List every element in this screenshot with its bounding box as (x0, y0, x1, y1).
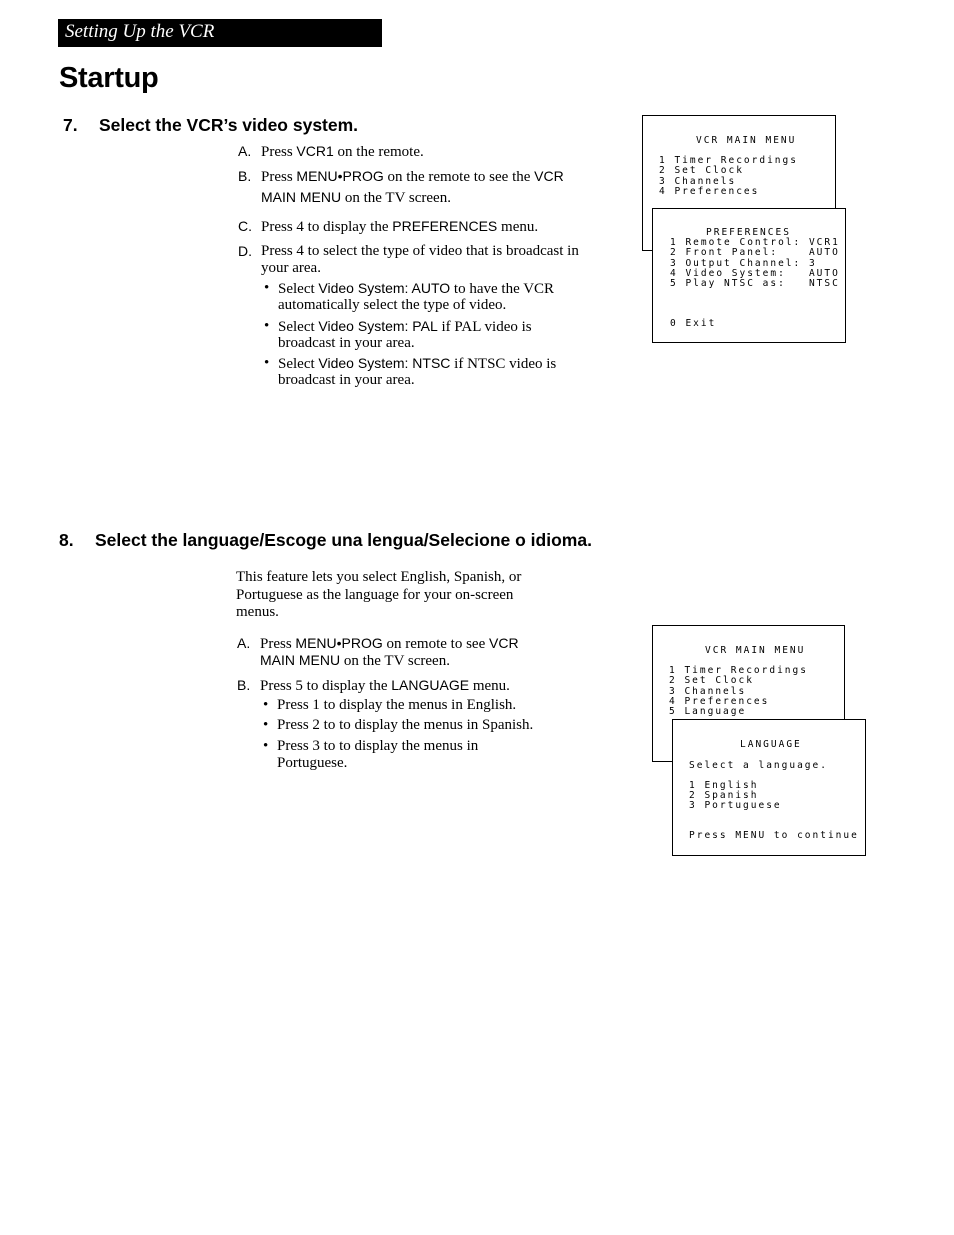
menu-line: 1 English (689, 780, 759, 791)
tv-screen-language (672, 719, 866, 856)
intro-line: This feature lets you select English, Spanish, or (236, 569, 522, 585)
text: Press (277, 738, 313, 754)
text: to have the VCR (450, 281, 555, 297)
key-name: 1 (312, 697, 320, 713)
text: Press (261, 144, 297, 160)
key-name: 4 (296, 219, 304, 235)
menu-line: 1 Remote Control: VCR1 (670, 237, 840, 248)
menu-line: 3 Output Channel: 3 (670, 258, 817, 269)
text: to display the menus in English. (319, 697, 517, 713)
menu-line: 5 Language (669, 706, 747, 717)
text: broadcast in your area. (278, 335, 415, 351)
key-name: MENU•PROG (296, 168, 384, 184)
key-name: 3 (312, 738, 320, 754)
screen-title: PREFERENCES (706, 227, 791, 238)
intro-line: Portuguese as the language for your on-screen (236, 586, 514, 603)
option-name: Video System: AUTO (318, 280, 451, 296)
screen-title: LANGUAGE (740, 739, 802, 750)
item-label: B. (238, 168, 252, 184)
text: your area. (261, 260, 321, 276)
text: to display the (303, 219, 393, 235)
menu-line: 2 Front Panel: AUTO (670, 247, 840, 258)
text: on the remote. (333, 144, 424, 160)
text: Press (277, 717, 313, 733)
menu-line: 2 Set Clock (669, 675, 754, 686)
menu-line: 4 Video System: AUTO (670, 268, 840, 279)
section-title: Setting Up the VCR (65, 21, 215, 42)
key-name: 2 (312, 717, 320, 733)
menu-line: 4 Preferences (669, 696, 770, 707)
text: to display the (302, 678, 392, 694)
text: Press (261, 243, 297, 259)
text: on the TV screen. (340, 653, 450, 669)
text: automatically select the type of video. (278, 297, 507, 313)
key-name: 4 (296, 243, 304, 259)
page-title: Startup (59, 62, 159, 94)
text: to to display the menus in (319, 738, 479, 754)
menu-line: 4 Preferences (659, 186, 760, 197)
item-label: B. (237, 677, 251, 693)
text: Press (277, 697, 313, 713)
menu-line: 3 Channels (669, 686, 747, 697)
text: menu. (469, 678, 510, 694)
item-label: D. (238, 243, 252, 259)
menu-name: MAIN MENU (260, 652, 341, 668)
text: if NTSC video is (450, 356, 557, 372)
key-name: MENU•PROG (295, 635, 383, 651)
text: menu. (497, 219, 539, 235)
text: Press (260, 636, 296, 652)
menu-line: 3 Channels (659, 176, 737, 187)
text: on remote to see (382, 636, 489, 652)
screen-prompt: Select a language. (689, 760, 828, 771)
menu-name: VCR (534, 168, 564, 184)
menu-name: LANGUAGE (391, 677, 470, 693)
menu-line: 5 Play NTSC as: NTSC (670, 278, 840, 289)
text: Press (260, 678, 296, 694)
menu-line: 3 Portuguese (689, 800, 782, 811)
menu-line: 2 Set Clock (659, 165, 744, 176)
text: to select the type of video that is broadcast in (303, 243, 579, 259)
tv-screen-preferences (652, 208, 846, 343)
option-name: Video System: NTSC (318, 355, 451, 371)
text: on the TV screen. (341, 190, 451, 206)
text: Select (278, 281, 319, 297)
text: Select (278, 319, 319, 335)
step-heading-text: Select the VCR’s video system. (99, 115, 359, 135)
text: Select (278, 356, 319, 372)
menu-line: 1 Timer Recordings (659, 155, 798, 166)
text: Press (261, 219, 297, 235)
item-label: C. (238, 218, 252, 234)
text: Portuguese. (277, 755, 348, 771)
text: Press (261, 169, 297, 185)
screen-title: VCR MAIN MENU (705, 645, 806, 656)
menu-name: PREFERENCES (392, 218, 498, 234)
screen-footer: Press MENU to continue (689, 830, 859, 841)
menu-line: 2 Spanish (689, 790, 759, 801)
step-number: 8. (59, 530, 74, 550)
text: if PAL video is (437, 319, 532, 335)
item-label: A. (238, 143, 252, 159)
step-heading-text: Select the language/Escoge una lengua/Selecione o idioma. (95, 530, 592, 550)
menu-line: 1 Timer Recordings (669, 665, 808, 676)
intro-line: menus. (236, 604, 279, 620)
key-name: 5 (295, 678, 303, 694)
step-8-intro (236, 569, 566, 622)
item-label: A. (237, 635, 251, 651)
screen-title: VCR MAIN MENU (696, 135, 797, 146)
text: broadcast in your area. (278, 372, 415, 388)
menu-line: 0 Exit (670, 318, 717, 329)
text: to to display the menus in Spanish. (319, 717, 534, 733)
menu-name: VCR (489, 635, 519, 651)
key-name: VCR1 (296, 143, 334, 159)
option-name: Video System: PAL (318, 318, 438, 334)
step-number: 7. (63, 115, 78, 135)
menu-name: MAIN MENU (261, 189, 342, 205)
text: on the remote to see the (383, 169, 535, 185)
section-header-bar (58, 19, 382, 47)
